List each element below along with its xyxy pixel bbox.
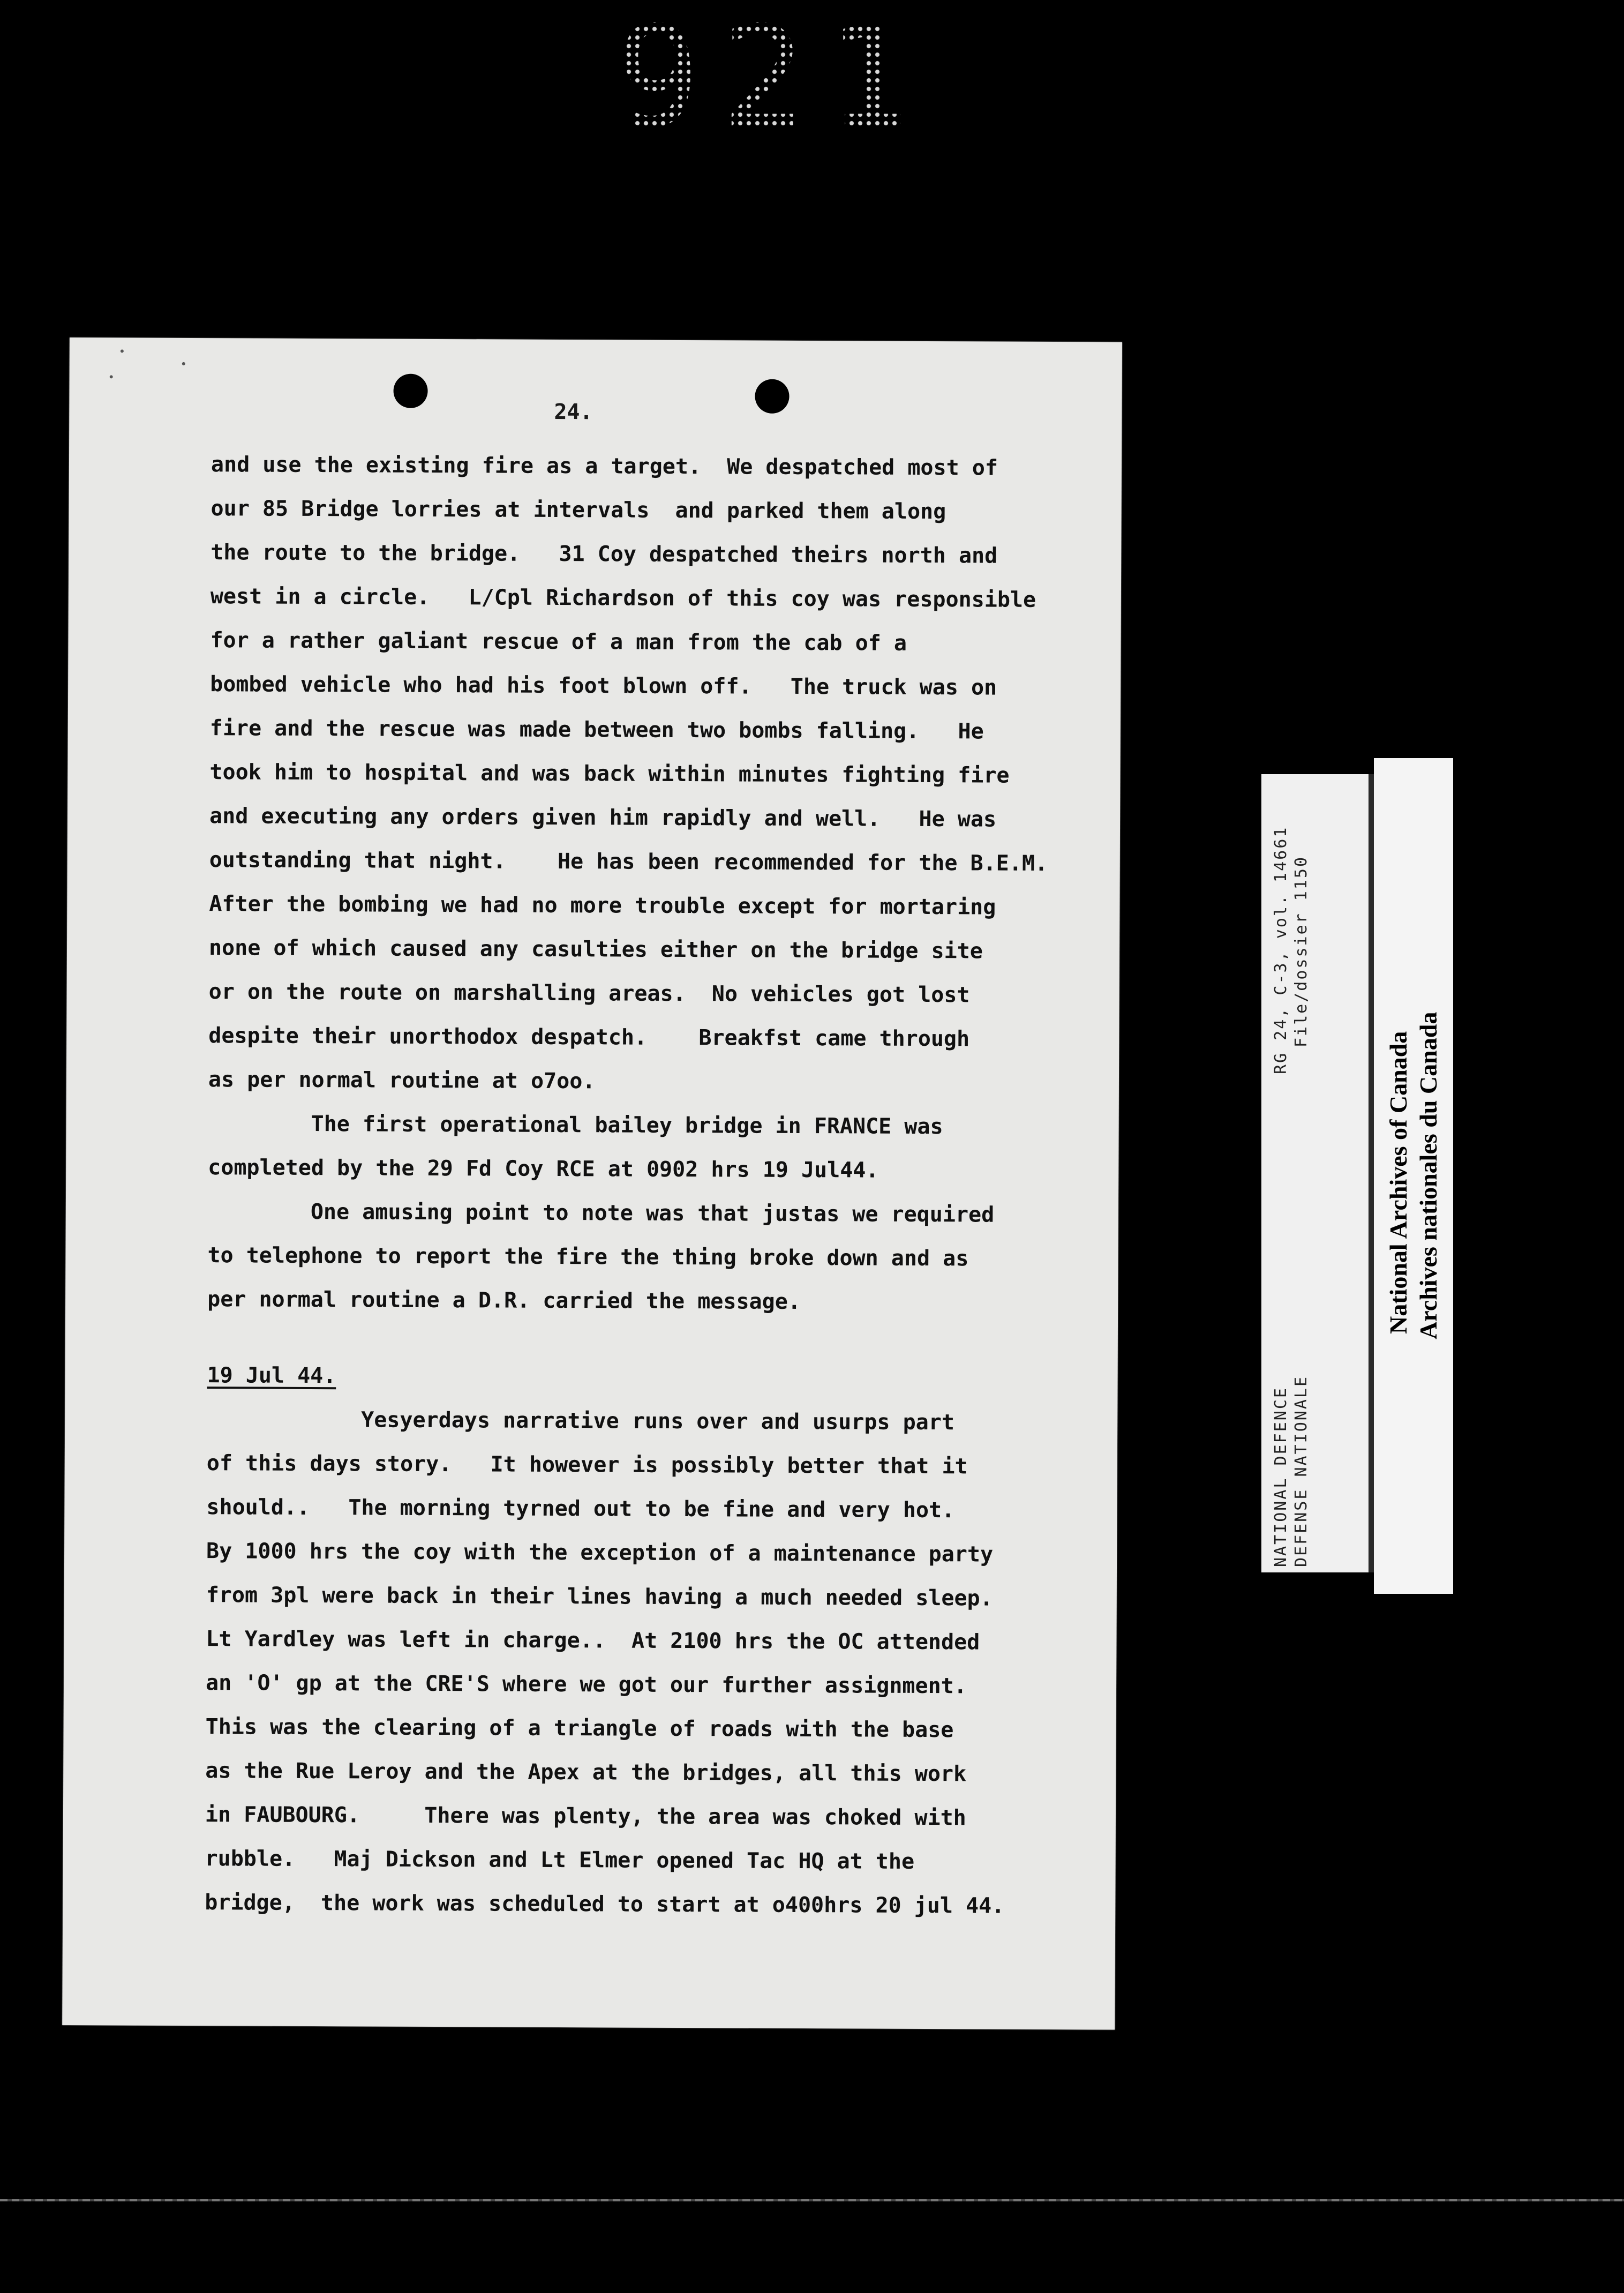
paragraph-1 xyxy=(208,443,1132,1105)
text-line: fire and the rescue was made between two bombs falling. He xyxy=(209,716,984,744)
text-line: as the Rue Leroy and the Apex at the bridges, all this work xyxy=(205,1758,967,1787)
archive-institution-label xyxy=(1374,758,1453,1594)
text-line: bombed vehicle who had his foot blown off. The truck was on xyxy=(210,672,997,700)
page-number: 24. xyxy=(554,399,593,425)
text-line: an 'O' gp at the CRE'S where we got our further assignment. xyxy=(205,1670,967,1699)
text-line: per normal routine a D.R. carried the message. xyxy=(207,1287,801,1314)
text-line: By 1000 hrs the coy with the exception of a maintenance party xyxy=(206,1539,994,1567)
paragraph-4 xyxy=(205,1397,1128,1928)
text-line: the route to the bridge. 31 Coy despatched theirs north and xyxy=(210,540,998,568)
text-line: After the bombing we had no more trouble except for mortaring xyxy=(209,891,996,920)
text-line: outstanding that night. He has been recommended for the B.E.M. xyxy=(209,848,1048,876)
date-heading: 19 Jul 44. xyxy=(207,1363,336,1389)
reference-line: File/dossier 1150 xyxy=(1292,855,1311,1047)
text-line: as per normal routine at o7oo. xyxy=(208,1067,596,1094)
text-line: took him to hospital and was back within minutes fighting fire xyxy=(209,760,1010,788)
typed-text xyxy=(205,443,1132,1928)
text-line: completed by the 29 Fd Coy RCE at 0902 hrs 19 Jul44. xyxy=(208,1155,879,1183)
film-edge-rule xyxy=(0,2199,1624,2201)
text-line: for a rather galiant rescue of a man from the cab of a xyxy=(210,628,907,656)
archive-reference-label xyxy=(1261,774,1369,1572)
dust-speck xyxy=(121,349,124,353)
document-page xyxy=(62,338,1122,2030)
paragraph-3 xyxy=(207,1189,1129,1325)
text-line: and executing any orders given him rapidly and well. He was xyxy=(209,804,997,832)
text-line: or on the route on marshalling areas. No vehicles got lost xyxy=(208,979,970,1008)
institution-line: National Archives of Canada xyxy=(1385,1031,1412,1334)
text-line: from 3pl were back in their lines having a much needed sleep. xyxy=(206,1583,993,1611)
text-line: our 85 Bridge lorries at intervals and parked them along xyxy=(210,496,946,524)
punch-hole-right xyxy=(755,379,789,414)
text-line: despite their unorthodox despatch. Breakfst came through xyxy=(208,1023,970,1052)
dust-speck xyxy=(110,375,113,378)
text-line: in FAUBOURG. There was plenty, the area was choked with xyxy=(205,1802,966,1831)
text-line: Lt Yardley was left in charge.. At 2100 hrs the OC attended xyxy=(206,1627,980,1655)
department-line: DEFENSE NATIONALE xyxy=(1292,1375,1311,1567)
text-line: and use the existing fire as a target. We despatched most of xyxy=(210,452,998,481)
text-line: to telephone to report the fire the thing broke down and as xyxy=(207,1243,969,1271)
text-line: should.. The morning tyrned out to be fine and very hot. xyxy=(206,1495,955,1523)
text-line: This was the clearing of a triangle of roads with the base xyxy=(205,1714,954,1743)
text-line: rubble. Maj Dickson and Lt Elmer opened Tac HQ at the xyxy=(205,1846,915,1874)
text-line: bridge, the work was scheduled to start at o400hrs 20 jul 44. xyxy=(205,1890,1005,1919)
institution-line: Archives nationales du Canada xyxy=(1415,1011,1442,1339)
paragraph-2 xyxy=(208,1101,1130,1194)
reference-line: RG 24, C-3, vol. 14661 xyxy=(1272,826,1290,1074)
text-line: none of which caused any casulties either on the bridge site xyxy=(208,935,983,964)
frame-number: 921 xyxy=(616,0,932,159)
department-line: NATIONAL DEFENCE xyxy=(1272,1387,1290,1567)
text-line: The first operational bailey bridge in FRANCE was xyxy=(311,1111,943,1140)
text-line: of this days story. It however is possibly better that it xyxy=(206,1451,968,1479)
text-line: One amusing point to note was that justas we required xyxy=(310,1199,995,1227)
text-line: west in a circle. L/Cpl Richardson of this coy was responsible xyxy=(210,584,1036,612)
punch-hole-left xyxy=(393,374,427,408)
text-line: Yesyerdays narrative runs over and usurps part xyxy=(361,1407,955,1435)
dust-speck xyxy=(182,362,185,365)
